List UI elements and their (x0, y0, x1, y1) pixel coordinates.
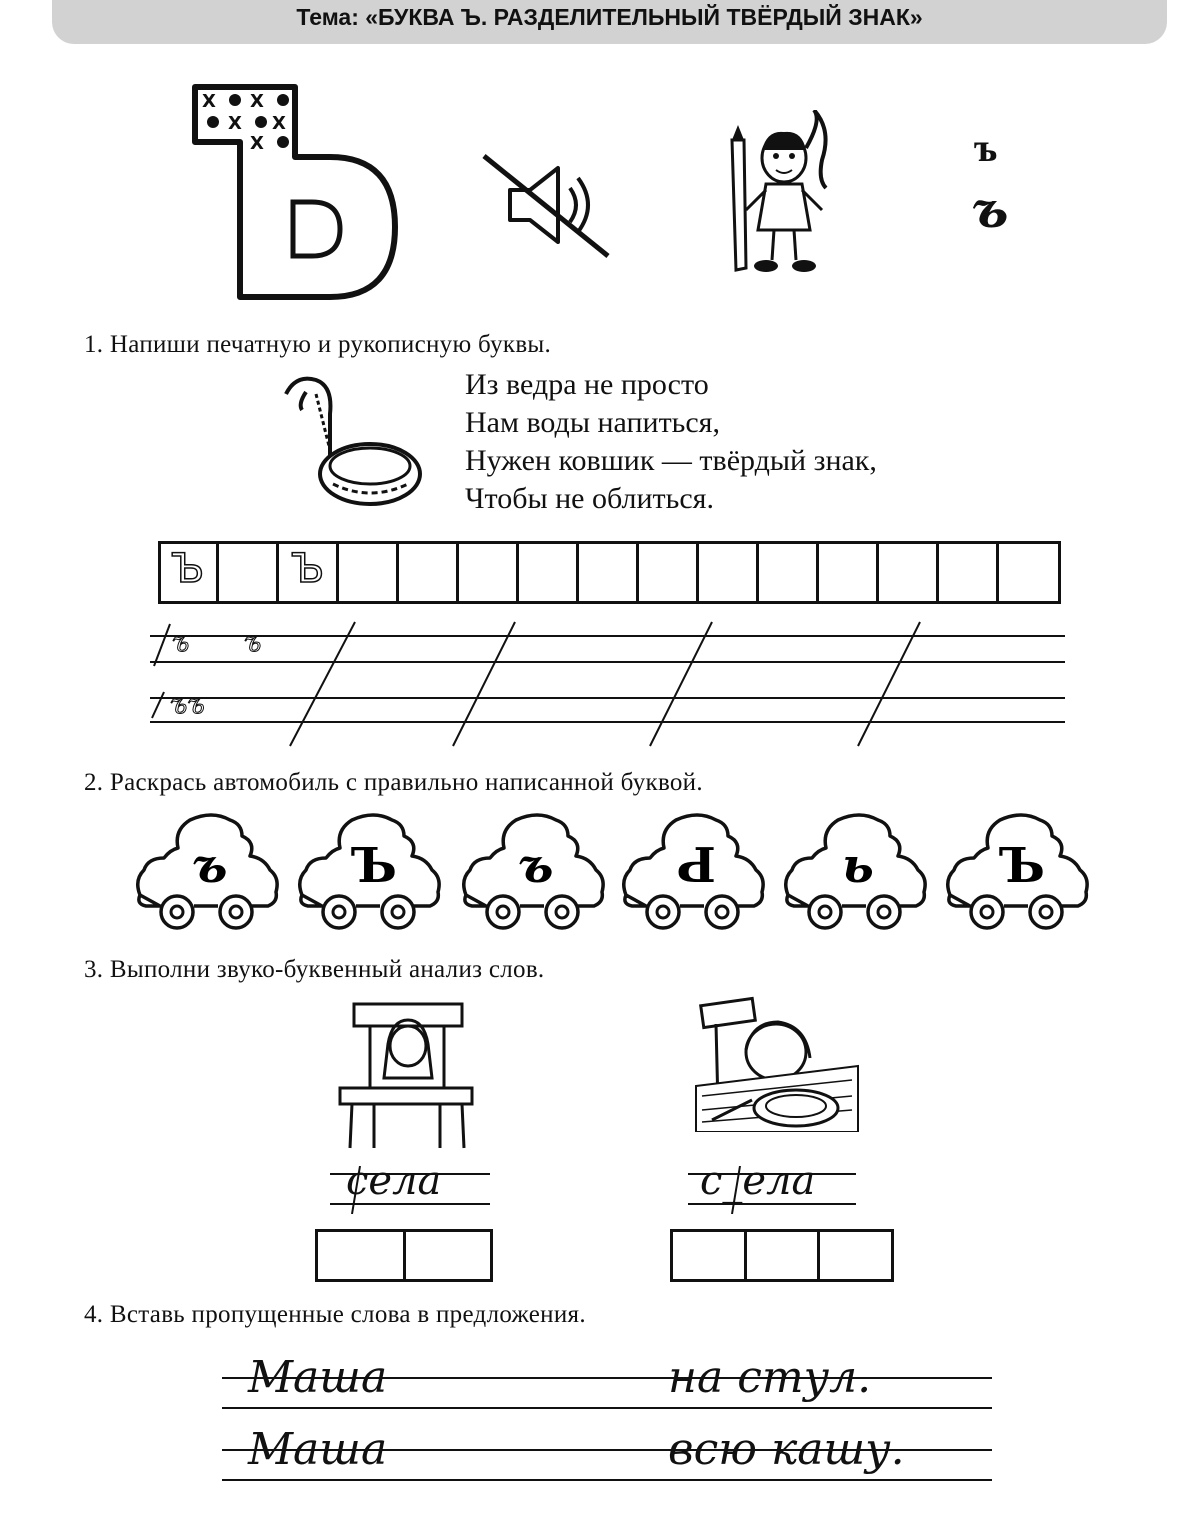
answer-box-word1 (315, 1229, 493, 1282)
car-icon[interactable] (786, 815, 925, 928)
sound-cell[interactable] (747, 1232, 821, 1279)
car-letter: ь (842, 838, 874, 894)
script-sample: ъ (172, 628, 190, 658)
big-letter-hard-sign-icon (190, 82, 410, 304)
car-letter: Ь (676, 838, 716, 894)
word2: с_ела (700, 1158, 816, 1204)
poem-line: Чтобы не облиться. (465, 482, 714, 515)
grid-cell[interactable] (281, 544, 339, 604)
grid-sample-letter: Ъ (291, 546, 325, 592)
svg-text:X: X (228, 113, 242, 134)
car-icon[interactable] (464, 815, 603, 928)
poem-line: Нужен ковшик — твёрдый знак, (465, 444, 877, 477)
task4-instruction: 4. Вставь пропущенные слова в предложения. (84, 1301, 586, 1328)
muted-speaker-icon (478, 150, 616, 262)
cars-row (130, 810, 1100, 940)
grid-cell[interactable] (821, 544, 879, 604)
grid-cell[interactable] (521, 544, 579, 604)
small-script-letter: ъ (972, 180, 1009, 239)
car-letter: Ъ (351, 838, 397, 894)
grid-cell[interactable] (341, 544, 399, 604)
script-sample: ъ (244, 628, 262, 658)
grid-cell[interactable] (221, 544, 279, 604)
car-icon[interactable] (300, 815, 439, 928)
poem (465, 366, 877, 518)
ladle-icon (278, 374, 426, 516)
letter-grid (158, 541, 1061, 604)
grid-cell[interactable] (401, 544, 459, 604)
task3-instruction: 3. Выполни звуко-буквенный анализ слов. (84, 956, 545, 983)
grid-sample-letter: Ъ (171, 546, 205, 592)
grid-cell[interactable] (581, 544, 639, 604)
grid-cell[interactable] (941, 544, 999, 604)
task1-instruction: 1. Напиши печатную и рукописную буквы. (84, 331, 552, 358)
car-letter: ъ (192, 838, 228, 894)
car-icon[interactable] (138, 815, 277, 928)
sentence1-start: Маша (248, 1352, 388, 1403)
script-sample: ъъ (170, 690, 205, 720)
svg-text:X: X (272, 113, 286, 134)
grid-cell[interactable] (161, 544, 219, 604)
word1: села (346, 1158, 442, 1204)
handwriting-lines[interactable] (150, 618, 1070, 748)
grid-cell[interactable] (881, 544, 939, 604)
poem-line: Из ведра не просто (465, 368, 709, 401)
poem-line: Нам воды напиться, (465, 406, 720, 439)
sound-cell[interactable] (406, 1232, 491, 1279)
task2-instruction: 2. Раскрась автомобиль с правильно написанной буквой. (84, 769, 703, 796)
svg-text:X: X (250, 91, 264, 112)
sound-cell[interactable] (820, 1232, 891, 1279)
sentence2-end: всю кашу. (668, 1424, 905, 1475)
sound-cell[interactable] (318, 1232, 406, 1279)
car-letter: Ъ (999, 838, 1045, 894)
answer-box-word2 (670, 1229, 894, 1282)
car-icon[interactable] (624, 815, 763, 928)
grid-cell[interactable] (761, 544, 819, 604)
grid-cell[interactable] (641, 544, 699, 604)
girl-eating-icon (692, 996, 860, 1132)
grid-cell[interactable] (701, 544, 759, 604)
page-title: Тема: «БУКВА Ъ. РАЗДЕЛИТЕЛЬНЫЙ ТВЁРДЫЙ ЗНАК» (296, 4, 923, 30)
girl-on-chair-icon (336, 1000, 478, 1152)
car-icon[interactable] (948, 815, 1087, 928)
grid-cell[interactable] (461, 544, 519, 604)
sentence2-start: Маша (248, 1424, 388, 1475)
car-letter: ъ (518, 838, 554, 894)
sound-cell[interactable] (673, 1232, 747, 1279)
small-printed-letter: ъ (974, 125, 998, 170)
svg-text:X: X (202, 91, 216, 112)
sentence1-end: на стул. (668, 1352, 872, 1403)
grid-cell[interactable] (1001, 544, 1059, 604)
svg-text:X: X (250, 133, 264, 154)
girl-with-pencil-icon (722, 110, 842, 282)
